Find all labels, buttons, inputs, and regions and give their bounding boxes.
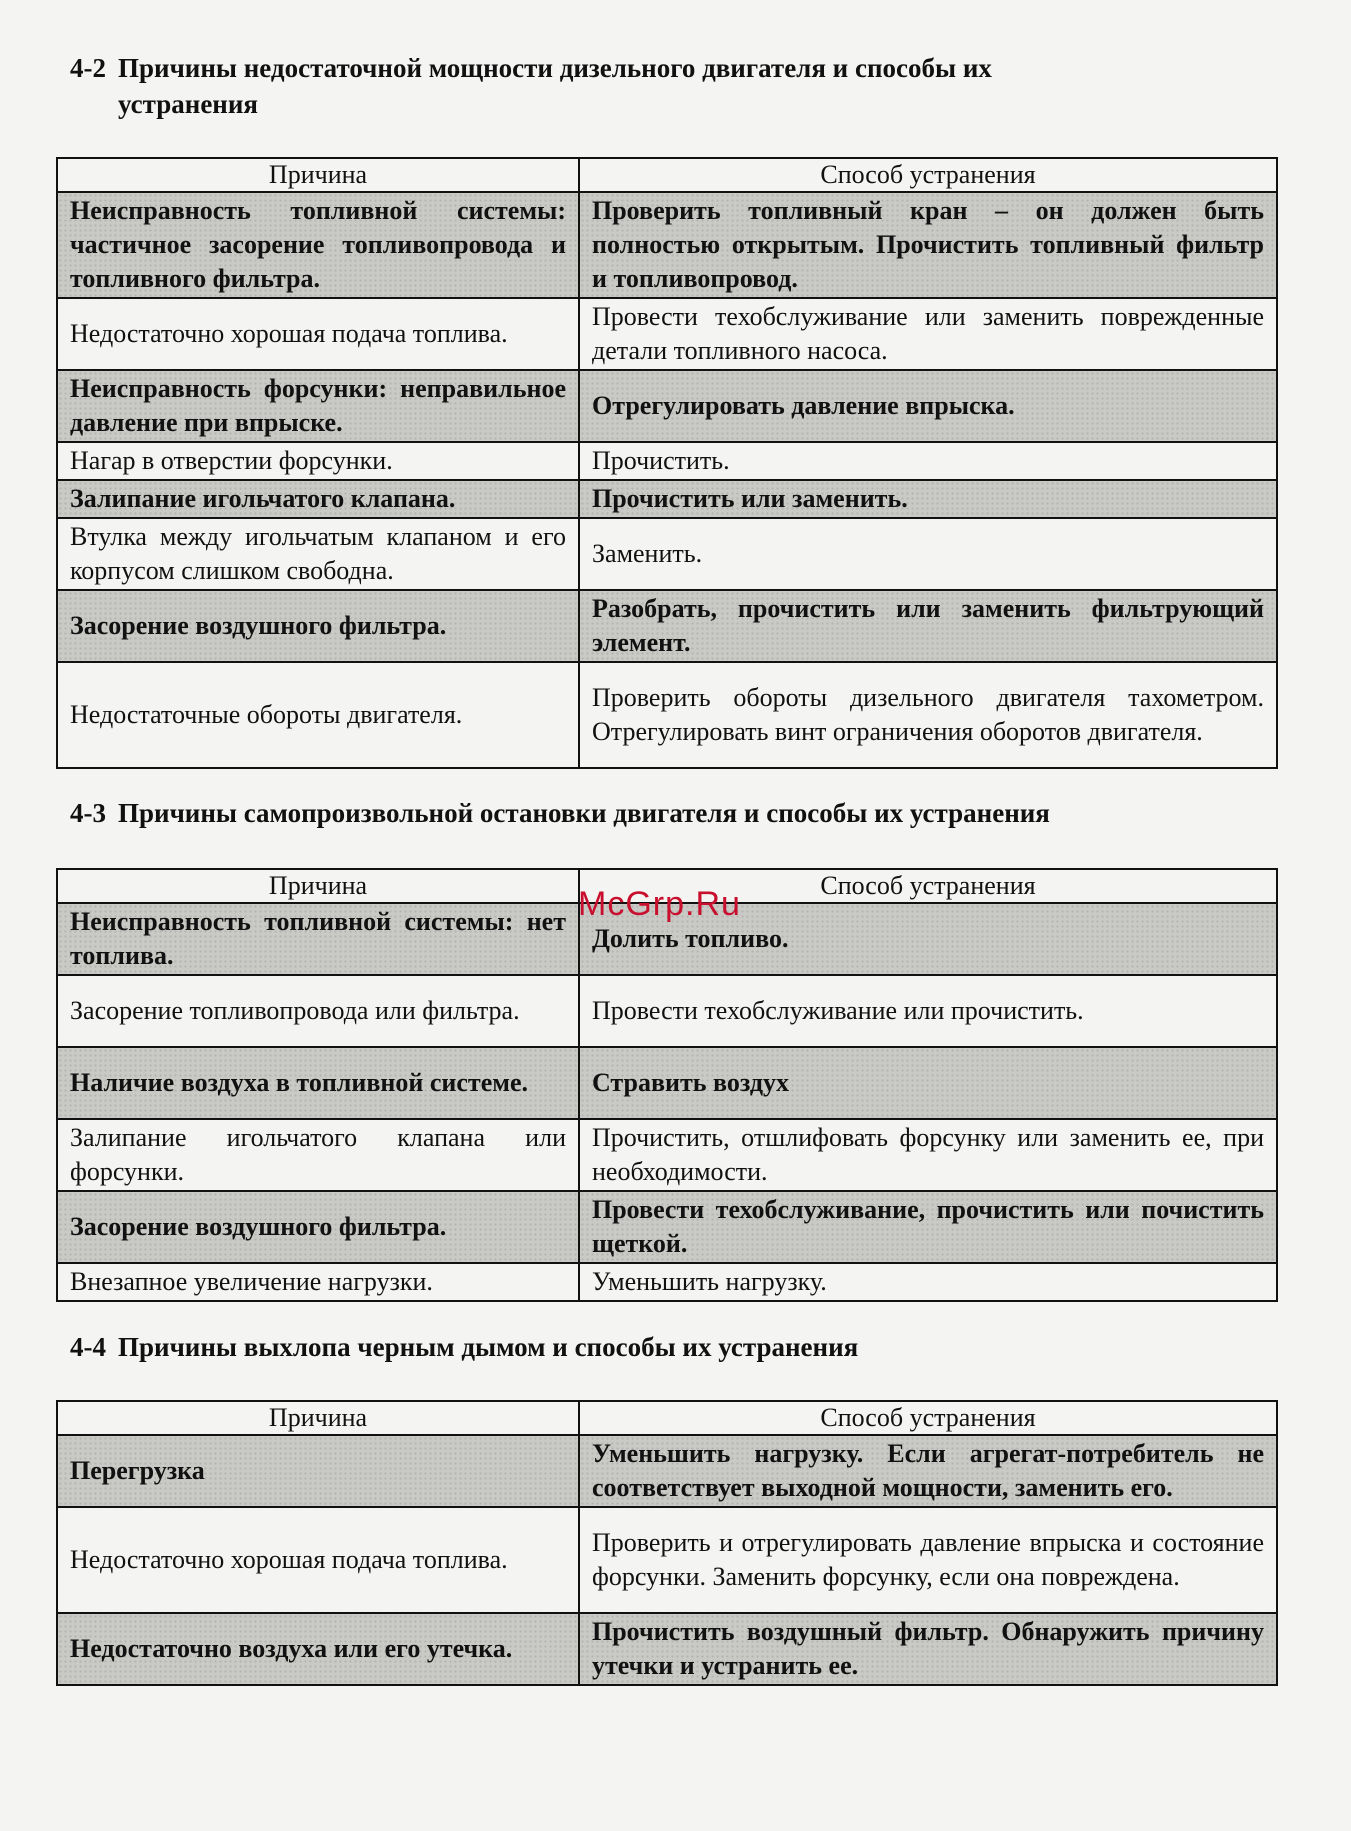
table-row [57,590,1277,662]
cause-cell: Залипание игольчатого клапана. [57,480,579,518]
cause-cell: Неисправность форсунки: неправильное давление при впрыске. [57,370,579,442]
table-row [57,975,1277,1047]
cause-cell: Нагар в отверстии форсунки. [57,442,579,480]
section-title-line1: Причины недостаточной мощности дизельного двигателя и способы их [118,53,992,83]
section-number: 4-3 [70,798,106,828]
remedy-cell: Провести техобслуживание, прочистить или почистить щеткой. [579,1191,1277,1263]
section-4-2-heading [70,50,1250,122]
cause-cell: Внезапное увеличение нагрузки. [57,1263,579,1301]
table-row [57,370,1277,442]
remedy-cell: Проверить и отрегулировать давление впрыска и состояние форсунки. Заменить форсунку, если она повреждена. [579,1507,1277,1613]
cause-cell: Засорение воздушного фильтра. [57,1191,579,1263]
column-header-cause: Причина [57,1401,579,1435]
column-header-remedy: Способ устранения [579,869,1277,903]
cause-cell: Перегрузка [57,1435,579,1507]
remedy-cell: Долить топливо. [579,903,1277,975]
remedy-cell: Проверить топливный кран – он должен быть полностью открытым. Прочистить топливный фильтр и топливопровод. [579,192,1277,298]
cause-cell: Засорение воздушного фильтра. [57,590,579,662]
section-4-3-heading [70,795,1250,831]
table-row [57,662,1277,768]
remedy-cell: Разобрать, прочистить или заменить фильтрующий элемент. [579,590,1277,662]
remedy-cell: Уменьшить нагрузку. [579,1263,1277,1301]
table-row [57,1435,1277,1507]
table-row [57,1191,1277,1263]
watermark-logo: McGrp.Ru [578,885,741,923]
table-row [57,1613,1277,1685]
remedy-cell: Прочистить, отшлифовать форсунку или заменить ее, при необходимости. [579,1119,1277,1191]
table-row [57,480,1277,518]
cause-cell: Неисправность топливной системы: нет топлива. [57,903,579,975]
table-row [57,518,1277,590]
remedy-cell: Прочистить. [579,442,1277,480]
table-row [57,1047,1277,1119]
section-number: 4-4 [70,1332,106,1362]
section-number: 4-2 [70,53,106,83]
remedy-cell: Стравить воздух [579,1047,1277,1119]
section-4-4-heading [70,1329,1250,1365]
remedy-cell: Прочистить или заменить. [579,480,1277,518]
section-title-line1: Причины выхлопа черным дымом и способы их устранения [118,1332,859,1362]
table-row [57,192,1277,298]
cause-cell: Недостаточно хорошая подача топлива. [57,298,579,370]
cause-cell: Засорение топливопровода или фильтра. [57,975,579,1047]
cause-cell: Недостаточные обороты двигателя. [57,662,579,768]
table-header-row [57,158,1277,192]
cause-cell: Наличие воздуха в топливной системе. [57,1047,579,1119]
column-header-remedy: Способ устранения [579,1401,1277,1435]
cause-cell: Втулка между игольчатым клапаном и его корпусом слишком свободна. [57,518,579,590]
column-header-cause: Причина [57,158,579,192]
remedy-cell: Отрегулировать давление впрыска. [579,370,1277,442]
remedy-cell: Проверить обороты дизельного двигателя тахометром. Отрегулировать винт ограничения оборотов двигателя. [579,662,1277,768]
table-row [57,1119,1277,1191]
column-header-remedy: Способ устранения [579,158,1277,192]
remedy-cell: Прочистить воздушный фильтр. Обнаружить причину утечки и устранить ее. [579,1613,1277,1685]
cause-cell: Неисправность топливной системы: частичное засорение топливопровода и топливного фильтра. [57,192,579,298]
cause-cell: Залипание игольчатого клапана или форсунки. [57,1119,579,1191]
remedy-cell: Заменить. [579,518,1277,590]
table-row [57,1507,1277,1613]
remedy-cell: Провести техобслуживание или заменить поврежденные детали топливного насоса. [579,298,1277,370]
remedy-cell: Провести техобслуживание или прочистить. [579,975,1277,1047]
table-engine-stop [56,868,1278,1302]
column-header-cause: Причина [57,869,579,903]
table-diesel-power-loss [56,157,1278,769]
table-row [57,1263,1277,1301]
table-row [57,442,1277,480]
table-row [57,298,1277,370]
cause-cell: Недостаточно воздуха или его утечка. [57,1613,579,1685]
section-title-line1: Причины самопроизвольной остановки двигателя и способы их устранения [118,798,1050,828]
remedy-cell: Уменьшить нагрузку. Если агрегат-потребитель не соответствует выходной мощности, заменить его. [579,1435,1277,1507]
table-header-row [57,1401,1277,1435]
table-black-smoke [56,1400,1278,1686]
cause-cell: Недостаточно хорошая подача топлива. [57,1507,579,1613]
section-title-line2: устранения [118,89,259,119]
